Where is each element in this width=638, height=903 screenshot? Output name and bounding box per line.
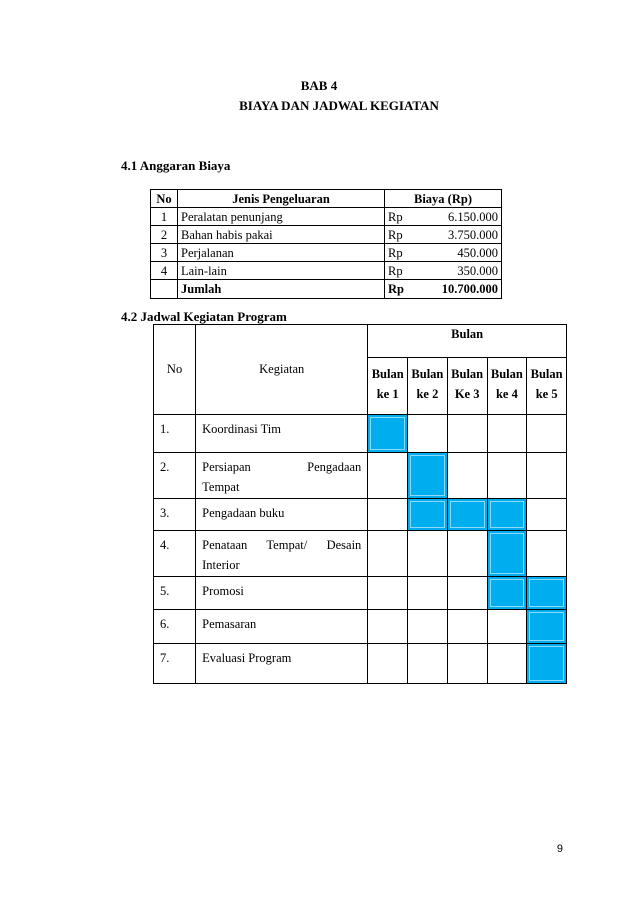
budget-no: 4 <box>151 262 178 280</box>
month-cell <box>447 644 487 684</box>
schedule-table <box>153 324 567 684</box>
budget-total-currency: Rp <box>385 280 436 299</box>
month-cell <box>408 610 448 644</box>
month-cell <box>527 415 567 453</box>
month-cell <box>368 453 408 499</box>
budget-total-row <box>151 280 502 299</box>
month-cell <box>487 610 527 644</box>
month-header-line1: Bulan <box>490 367 523 381</box>
month-cell-active <box>487 531 527 577</box>
month-cell <box>487 644 527 684</box>
budget-amount: 6.150.000 <box>435 208 502 226</box>
month-cell-active <box>487 577 527 610</box>
month-cell-active <box>527 610 567 644</box>
schedule-header-no: No <box>154 325 196 415</box>
month-header-line1: Bulan <box>530 367 563 381</box>
month-cell <box>368 577 408 610</box>
month-header <box>487 358 527 415</box>
activity-line2: Interior <box>202 558 240 572</box>
schedule-activity <box>196 415 368 453</box>
activity-line1: Koordinasi Tim <box>202 422 281 436</box>
schedule-header-row-1 <box>154 325 567 358</box>
schedule-header-activity: Kegiatan <box>196 325 368 415</box>
schedule-no: 6. <box>154 610 196 644</box>
schedule-no: 3. <box>154 499 196 531</box>
month-cell <box>527 453 567 499</box>
month-header-line1: Bulan <box>371 367 404 381</box>
month-header <box>408 358 448 415</box>
month-cell <box>447 415 487 453</box>
activity-line2: Tempat <box>202 480 240 494</box>
schedule-no: 7. <box>154 644 196 684</box>
schedule-activity <box>196 531 368 577</box>
month-cell-active <box>487 499 527 531</box>
activity-line1: Penataan Tempat/ Desain <box>202 538 362 552</box>
month-header-line2: Ke 3 <box>454 387 480 401</box>
month-cell <box>368 499 408 531</box>
budget-currency: Rp <box>385 262 436 280</box>
month-cell <box>408 644 448 684</box>
month-cell-active <box>447 499 487 531</box>
table-row <box>151 208 502 226</box>
budget-header-row <box>151 190 502 208</box>
month-cell <box>447 531 487 577</box>
month-cell-active <box>527 577 567 610</box>
month-header <box>527 358 567 415</box>
month-cell <box>527 499 567 531</box>
section-title-budget: 4.1 Anggaran Biaya <box>121 158 231 173</box>
budget-currency: Rp <box>385 226 436 244</box>
schedule-no: 2. <box>154 453 196 499</box>
month-cell <box>368 531 408 577</box>
table-row <box>151 226 502 244</box>
budget-header-no: No <box>151 190 178 208</box>
month-cell <box>447 577 487 610</box>
schedule-activity <box>196 644 368 684</box>
month-cell <box>447 610 487 644</box>
month-header <box>368 358 408 415</box>
budget-currency: Rp <box>385 244 436 262</box>
schedule-activity <box>196 499 368 531</box>
budget-amount: 3.750.000 <box>435 226 502 244</box>
budget-item: Lain-lain <box>178 262 385 280</box>
month-header-line1: Bulan <box>411 367 444 381</box>
month-cell <box>408 577 448 610</box>
budget-no: 3 <box>151 244 178 262</box>
activity-line1: Pengadaan buku <box>202 506 285 520</box>
budget-no: 1 <box>151 208 178 226</box>
month-cell <box>487 415 527 453</box>
activity-line1: Pemasaran <box>202 617 257 631</box>
schedule-no: 5. <box>154 577 196 610</box>
schedule-no: 4. <box>154 531 196 577</box>
activity-line1: Evaluasi Program <box>202 651 292 665</box>
month-cell <box>527 531 567 577</box>
schedule-activity <box>196 453 368 499</box>
month-header-line1: Bulan <box>451 367 484 381</box>
month-cell-active <box>408 499 448 531</box>
budget-amount: 450.000 <box>435 244 502 262</box>
schedule-activity <box>196 577 368 610</box>
table-row <box>151 244 502 262</box>
budget-amount: 350.000 <box>435 262 502 280</box>
table-row <box>154 531 567 577</box>
month-cell <box>368 644 408 684</box>
page-number: 9 <box>556 843 563 855</box>
month-header-line2: ke 1 <box>376 387 399 401</box>
month-header <box>447 358 487 415</box>
month-cell <box>408 415 448 453</box>
table-row <box>151 262 502 280</box>
table-row <box>154 644 567 684</box>
activity-line1: Persiapan Pengadaan <box>202 460 362 474</box>
schedule-activity <box>196 610 368 644</box>
month-cell-active <box>408 453 448 499</box>
table-row <box>154 415 567 453</box>
budget-item: Bahan habis pakai <box>178 226 385 244</box>
budget-total-empty <box>151 280 178 299</box>
chapter-title: BIAYA DAN JADWAL KEGIATAN <box>239 98 439 113</box>
month-cell-active <box>368 415 408 453</box>
budget-item: Perjalanan <box>178 244 385 262</box>
budget-header-item: Jenis Pengeluaran <box>178 190 385 208</box>
budget-header-cost: Biaya (Rp) <box>385 190 502 208</box>
month-header-line2: ke 5 <box>535 387 558 401</box>
chapter-label: BAB 4 <box>300 78 338 93</box>
month-cell <box>487 453 527 499</box>
schedule-header-month-group: Bulan <box>368 325 567 358</box>
budget-table <box>150 189 502 299</box>
table-row <box>154 453 567 499</box>
table-row <box>154 577 567 610</box>
month-cell <box>408 531 448 577</box>
activity-line1: Promosi <box>202 584 244 598</box>
month-header-line2: ke 4 <box>495 387 518 401</box>
budget-total-label: Jumlah <box>178 280 385 299</box>
month-cell <box>447 453 487 499</box>
table-row <box>154 610 567 644</box>
table-row <box>154 499 567 531</box>
budget-total-amount: 10.700.000 <box>435 280 502 299</box>
month-cell-active <box>527 644 567 684</box>
month-cell <box>368 610 408 644</box>
section-title-schedule: 4.2 Jadwal Kegiatan Program <box>121 309 287 324</box>
budget-item: Peralatan penunjang <box>178 208 385 226</box>
budget-currency: Rp <box>385 208 436 226</box>
budget-no: 2 <box>151 226 178 244</box>
month-header-line2: ke 2 <box>416 387 439 401</box>
schedule-no: 1. <box>154 415 196 453</box>
